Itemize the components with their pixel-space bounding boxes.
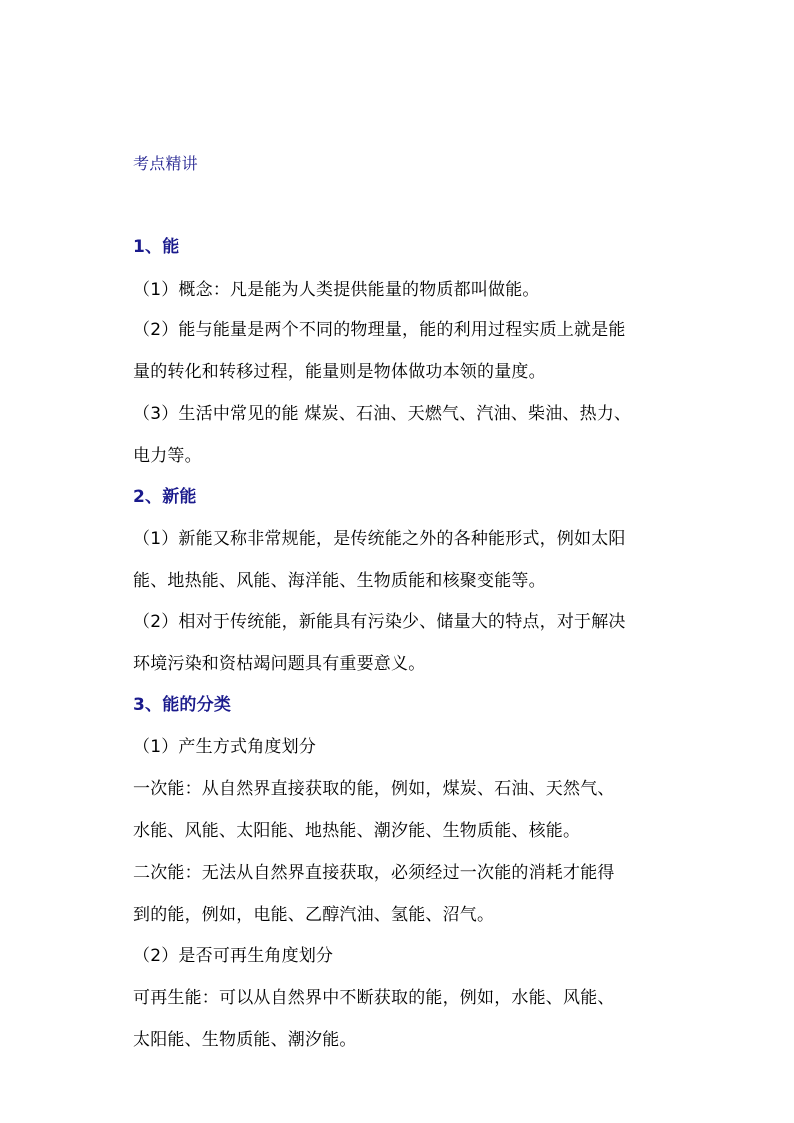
paragraph-line: （1）概念：凡是能为人类提供能量的物质都叫做能。 <box>133 280 540 300</box>
paragraph-line: 环境污染和资枯竭问题具有重要意义。 <box>133 654 426 674</box>
section-heading: 1、能 <box>133 237 180 257</box>
paragraph-line: 太阳能、生物质能、潮汐能。 <box>133 1030 357 1050</box>
paragraph-line: 水能、风能、太阳能、地热能、潮汐能、生物质能、核能。 <box>133 821 581 841</box>
paragraph-line: 可再生能：可以从自然界中不断获取的能，例如，水能、风能、 <box>133 988 615 1008</box>
section-heading: 3、能的分类 <box>133 695 232 715</box>
paragraph-line: （1）新能又称非常规能，是传统能之外的各种能形式，例如太阳 <box>133 529 626 549</box>
paragraph-line: （2）能与能量是两个不同的物理量，能的利用过程实质上就是能 <box>133 320 626 340</box>
paragraph-line: 二次能：无法从自然界直接获取，必须经过一次能的消耗才能得 <box>133 863 615 883</box>
paragraph-line: 电力等。 <box>133 446 202 466</box>
paragraph-line: 一次能：从自然界直接获取的能，例如，煤炭、石油、天然气、 <box>133 779 615 799</box>
paragraph-line: （2）相对于传统能，新能具有污染少、储量大的特点，对于解决 <box>133 612 626 632</box>
paragraph-line: （2）是否可再生角度划分 <box>133 946 334 966</box>
paragraph-line: （3）生活中常见的能 煤炭、石油、天燃气、汽油、柴油、热力、 <box>133 404 632 424</box>
page-title: 考点精讲 <box>133 154 198 173</box>
paragraph-line: 能、地热能、风能、海洋能、生物质能和核聚变能等。 <box>133 571 546 591</box>
paragraph-line: 到的能，例如，电能、乙醇汽油、氢能、沼气。 <box>133 905 495 925</box>
paragraph-line: 量的转化和转移过程，能量则是物体做功本领的量度。 <box>133 362 546 382</box>
section-heading: 2、新能 <box>133 487 197 507</box>
paragraph-line: （1）产生方式角度划分 <box>133 737 317 757</box>
